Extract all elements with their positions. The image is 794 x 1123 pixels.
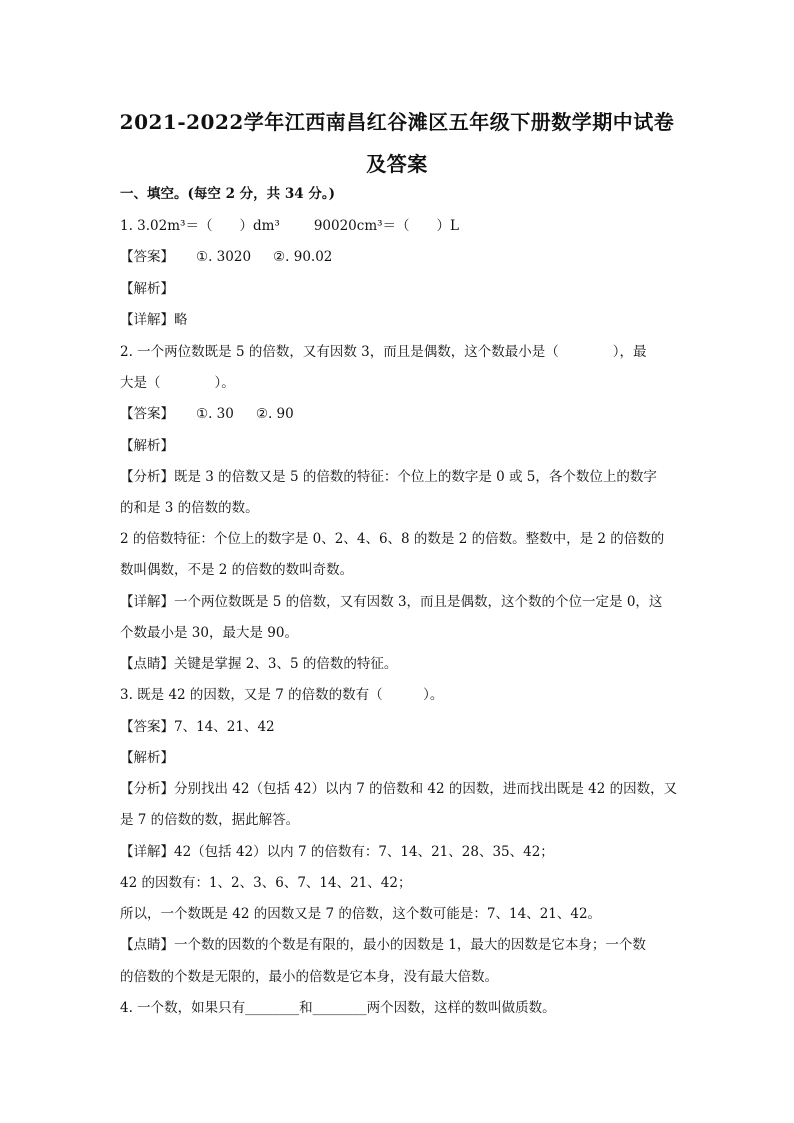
q2-answer	[120, 404, 294, 424]
q2-detail-line1: 【详解】一个两位数既是 5 的倍数，又有因数 3，而且是偶数，这个数的个位一定是 0，这	[120, 594, 663, 610]
q3-analysis-label: 【解析】	[120, 750, 174, 766]
q3-detail-line3: 所以，一个数既是 42 的因数又是 7 的倍数，这个数可能是：7、14、21、42。	[120, 906, 602, 922]
q2-fenxi-line3: 2 的倍数特征：个位上的数字是 0、2、4、6、8 的数是 2 的倍数。整数中，是 2 的倍数的	[120, 531, 665, 547]
q2-detail-line2: 个数最小是 30，最大是 90。	[120, 625, 298, 641]
document-title-line1: 2021-2022学年江西南昌红谷滩区五年级下册数学期中试卷	[119, 110, 675, 134]
q1-question	[120, 216, 459, 236]
section-heading: 一、填空。(每空 2 分，共 34 分。)	[120, 186, 336, 202]
q1-answer	[120, 247, 332, 267]
q2-fenxi-line4: 数叫偶数，不是 2 的倍数的数叫奇数。	[120, 562, 354, 578]
q2-question-line2: 大是（ ）。	[120, 375, 235, 391]
q3-detail-line1: 【详解】42（包括 42）以内 7 的倍数有：7、14、21、28、35、42；	[120, 844, 554, 860]
q3-dianjing-line2: 的倍数的个数是无限的，最小的倍数是它本身，没有最大倍数。	[120, 969, 498, 985]
q2-fenxi-line1: 【分析】既是 3 的倍数又是 5 的倍数的特征：个位上的数字是 0 或 5，各个数位上的数字	[120, 469, 657, 485]
answer-label: 【答案】	[120, 406, 174, 422]
q4-question: 4. 一个数，如果只有________和________两个因数，这样的数叫做质数。	[120, 1000, 556, 1016]
q3-fenxi-line2: 是 7 的倍数的数，据此解答。	[120, 812, 300, 828]
q3-question: 3. 既是 42 的因数，又是 7 的倍数的数有（ ）。	[120, 687, 444, 703]
q3-detail-line2: 42 的因数有：1、2、3、6、7、14、21、42；	[120, 875, 412, 891]
q1-answer-1: ①. 3020	[196, 249, 252, 265]
q1-question-part-b: 90020cm³＝（ ）L	[313, 218, 459, 234]
q2-answer-2: ②. 90	[255, 406, 294, 422]
document-title-line2: 及答案	[366, 152, 428, 176]
answer-label: 【答案】	[120, 249, 174, 265]
q2-dianjing: 【点睛】关键是掌握 2、3、5 的倍数的特征。	[120, 656, 398, 672]
q3-fenxi-line1: 【分析】分别找出 42（包括 42）以内 7 的倍数和 42 的因数，进而找出既是 42 的因数，又	[120, 781, 678, 797]
q1-analysis-label: 【解析】	[120, 281, 174, 297]
q1-answer-2: ②. 90.02	[273, 249, 333, 265]
q2-fenxi-line2: 的和是 3 的倍数的数。	[120, 500, 259, 516]
q2-answer-1: ①. 30	[196, 406, 234, 422]
q1-question-part-a: 1. 3.02m³＝（ ）dm³	[120, 218, 280, 234]
q3-dianjing-line1: 【点睛】一个数的因数的个数是有限的，最小的因数是 1，最大的因数是它本身；一个数	[120, 937, 646, 953]
q2-analysis-label: 【解析】	[120, 438, 174, 454]
q3-answer: 【答案】7、14、21、42	[120, 719, 275, 735]
q2-question-line1: 2. 一个两位数既是 5 的倍数，又有因数 3，而且是偶数，这个数最小是（ ），最	[120, 344, 647, 360]
q1-detail: 【详解】略	[120, 312, 188, 328]
